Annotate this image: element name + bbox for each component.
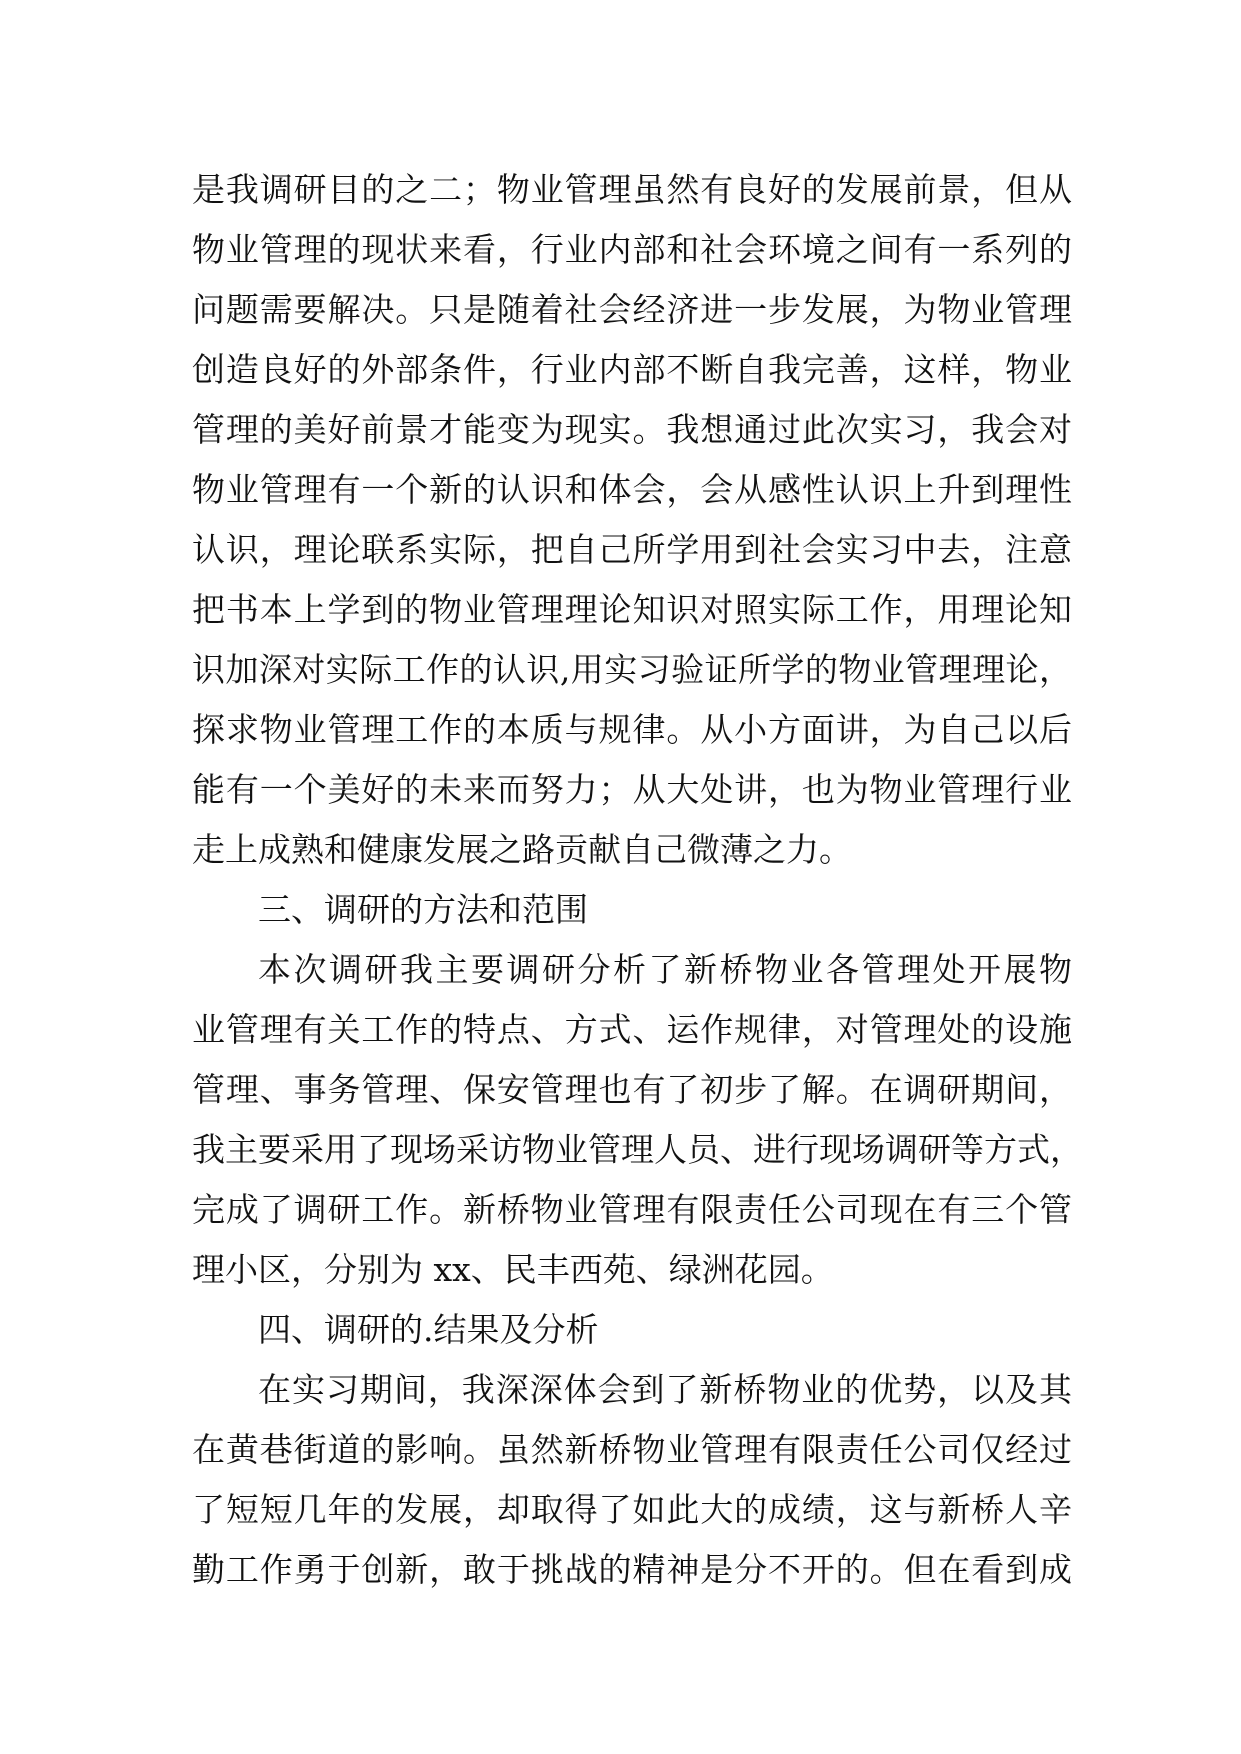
section-heading: 三、调研的方法和范围	[258, 890, 588, 929]
text-line: 创造良好的外部条件，行业内部不断自我完善，这样，物业	[192, 350, 1072, 389]
text-line: 完成了调研工作。新桥物业管理有限责任公司现在有三个管	[192, 1190, 1072, 1229]
text-line: 在黄巷街道的影响。虽然新桥物业管理有限责任公司仅经过	[192, 1430, 1072, 1469]
text-line: 是我调研目的之二；物业管理虽然有良好的发展前景，但从	[192, 170, 1072, 209]
text-line: 业管理有关工作的特点、方式、运作规律，对管理处的设施	[192, 1010, 1072, 1049]
text-line: 能有一个美好的未来而努力；从大处讲，也为物业管理行业	[192, 770, 1072, 809]
text-line: 管理的美好前景才能变为现实。我想通过此次实习，我会对	[192, 410, 1072, 449]
text-line: 问题需要解决。只是随着社会经济进一步发展，为物业管理	[192, 290, 1072, 329]
text-line: 勤工作勇于创新，敢于挑战的精神是分不开的。但在看到成	[192, 1550, 1072, 1589]
text-line: 了短短几年的发展，却取得了如此大的成绩，这与新桥人辛	[192, 1490, 1072, 1529]
text-line: 物业管理有一个新的认识和体会，会从感性认识上升到理性	[192, 470, 1072, 509]
text-line: 本次调研我主要调研分析了新桥物业各管理处开展物	[258, 950, 1072, 989]
text-line: 管理、事务管理、保安管理也有了初步了解。在调研期间，	[192, 1070, 1072, 1109]
text-line: 把书本上学到的物业管理理论知识对照实际工作，用理论知	[192, 590, 1072, 629]
text-line: 走上成熟和健康发展之路贡献自己微薄之力。	[192, 830, 852, 869]
text-line: 识加深对实际工作的认识,用实习验证所学的物业管理理论，	[192, 650, 1072, 689]
text-line: 物业管理的现状来看，行业内部和社会环境之间有一系列的	[192, 230, 1072, 269]
text-line: 在实习期间，我深深体会到了新桥物业的优势，以及其	[258, 1370, 1072, 1409]
text-line: 探求物业管理工作的本质与规律。从小方面讲，为自己以后	[192, 710, 1072, 749]
section-heading: 四、调研的.结果及分析	[258, 1310, 599, 1349]
document-body	[192, 160, 1083, 1600]
text-line: 我主要采用了现场采访物业管理人员、进行现场调研等方式，	[192, 1130, 1083, 1169]
text-line: 理小区，分别为 xx、民丰西苑、绿洲花园。	[192, 1250, 834, 1289]
text-line: 认识，理论联系实际，把自己所学用到社会实习中去，注意	[192, 530, 1072, 569]
